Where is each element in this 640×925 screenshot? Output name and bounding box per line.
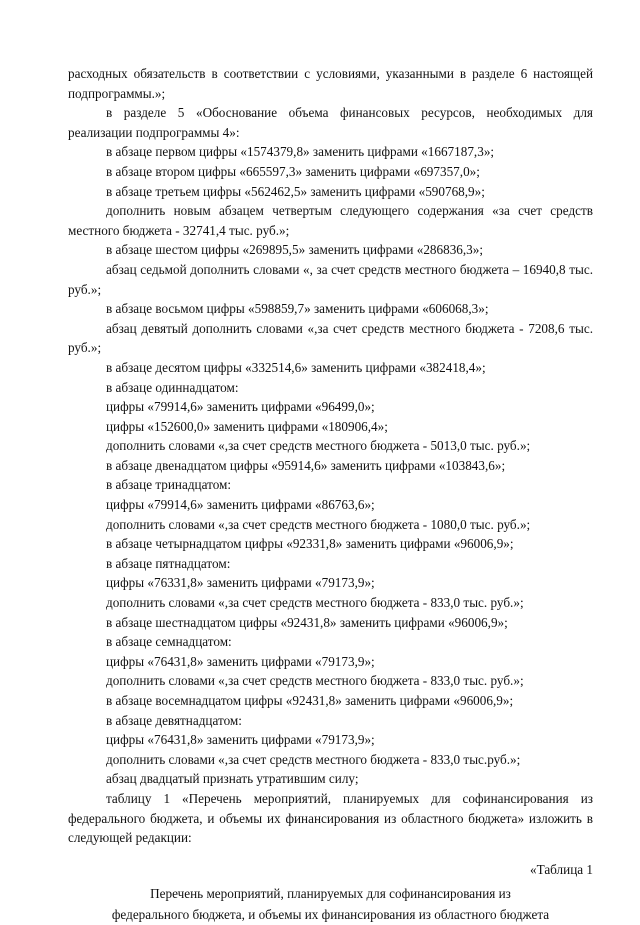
paragraph-item: в абзаце шестом цифры «269895,5» заменить цифрами «286836,3»; (106, 242, 484, 258)
paragraph-item: цифры «76331,8» заменить цифрами «79173,9»; (106, 575, 375, 591)
paragraph-item: цифры «76431,8» заменить цифрами «79173,9»; (106, 653, 375, 669)
paragraph-item: цифры «76431,8» заменить цифрами «79173,9»; (106, 732, 375, 748)
paragraph-item: цифры «152600,0» заменить цифрами «180906,4»; (106, 418, 388, 434)
paragraph-section-5: в разделе 5 «Обоснование объема финансовых ресурсов, необходимых для реализации подпрограммы 4»: (68, 105, 593, 140)
paragraph-item: дополнить словами «,за счет средств местного бюджета - 833,0 тыс. руб.»; (106, 673, 524, 689)
paragraph-item: в абзаце шестнадцатом цифры «92431,8» заменить цифрами «96006,9»; (106, 614, 508, 630)
paragraph-item: абзац девятый дополнить словами «,за счет средств местного бюджета - 7208,6 тыс. руб.»; (68, 320, 593, 356)
paragraph-item: цифры «79914,6» заменить цифрами «96499,0»; (106, 399, 375, 415)
paragraph-item: в абзаце втором цифры «665597,3» заменить цифрами «697357,0»; (106, 163, 480, 179)
paragraph-item: в абзаце четырнадцатом цифры «92331,8» заменить цифрами «96006,9»; (106, 536, 514, 552)
paragraph-item: дополнить новым абзацем четвертым следующего содержания «за счет средств местного бюджета - 32741,4 тыс. руб.»; (68, 203, 593, 238)
paragraph-table-intro: таблицу 1 «Перечень мероприятий, планируемых для софинансирования из федерального бюджета, и объемы их финансирования из областного бюджета» изложить в следующей редакции: (68, 790, 593, 846)
paragraph-item: в абзаце двенадцатом цифры «95914,6» заменить цифрами «103843,6»; (106, 457, 506, 473)
paragraph-item: дополнить словами «,за счет средств местного бюджета - 833,0 тыс. руб.»; (106, 595, 524, 611)
paragraph-item: дополнить словами «,за счет средств местного бюджета - 1080,0 тыс. руб.»; (106, 516, 531, 532)
paragraph-item: в абзаце тринадцатом: (106, 477, 232, 493)
paragraph-item: в абзаце третьем цифры «562462,5» заменить цифрами «590768,9»; (106, 183, 485, 199)
table-label: «Таблица 1 (530, 861, 593, 877)
paragraph-item: в абзаце девятнадцатом: (106, 712, 242, 728)
paragraph-item: в абзаце восемнадцатом цифры «92431,8» заменить цифрами «96006,9»; (106, 693, 514, 708)
paragraph-item: в абзаце пятнадцатом: (106, 555, 231, 571)
table-title-line-1: Перечень мероприятий, планируемых для софинансирования из (150, 886, 511, 902)
paragraph-item: в абзаце восьмом цифры «598859,7» заменить цифрами «606068,3»; (106, 301, 489, 317)
paragraph-item: дополнить словами «,за счет средств местного бюджета - 5013,0 тыс. руб.»; (106, 438, 531, 454)
paragraph-item: в абзаце первом цифры «1574379,8» заменить цифрами «1667187,3»; (106, 144, 495, 160)
paragraph-item: абзац двадцатый признать утратившим силу; (106, 771, 359, 787)
paragraph-item: абзац седьмой дополнить словами «, за счет средств местного бюджета – 16940,8 тыс. руб.»; (68, 261, 593, 297)
table-title-line-2: федерального бюджета, и объемы их финансирования из областного бюджета (111, 907, 550, 923)
paragraph-item: в абзаце десятом цифры «332514,6» заменить цифрами «382418,4»; (106, 359, 486, 375)
paragraph-item: цифры «79914,6» заменить цифрами «86763,6»; (106, 497, 375, 513)
paragraph-continuation: расходных обязательств в соответствии с условиями, указанными в разделе 6 настоящей подпрограммы.»; (68, 66, 593, 101)
paragraph-item: в абзаце семнадцатом: (106, 634, 232, 650)
paragraph-item: в абзаце одиннадцатом: (106, 379, 239, 395)
paragraph-item: дополнить словами «,за счет средств местного бюджета - 833,0 тыс.руб.»; (106, 751, 521, 767)
document-body (68, 64, 593, 925)
